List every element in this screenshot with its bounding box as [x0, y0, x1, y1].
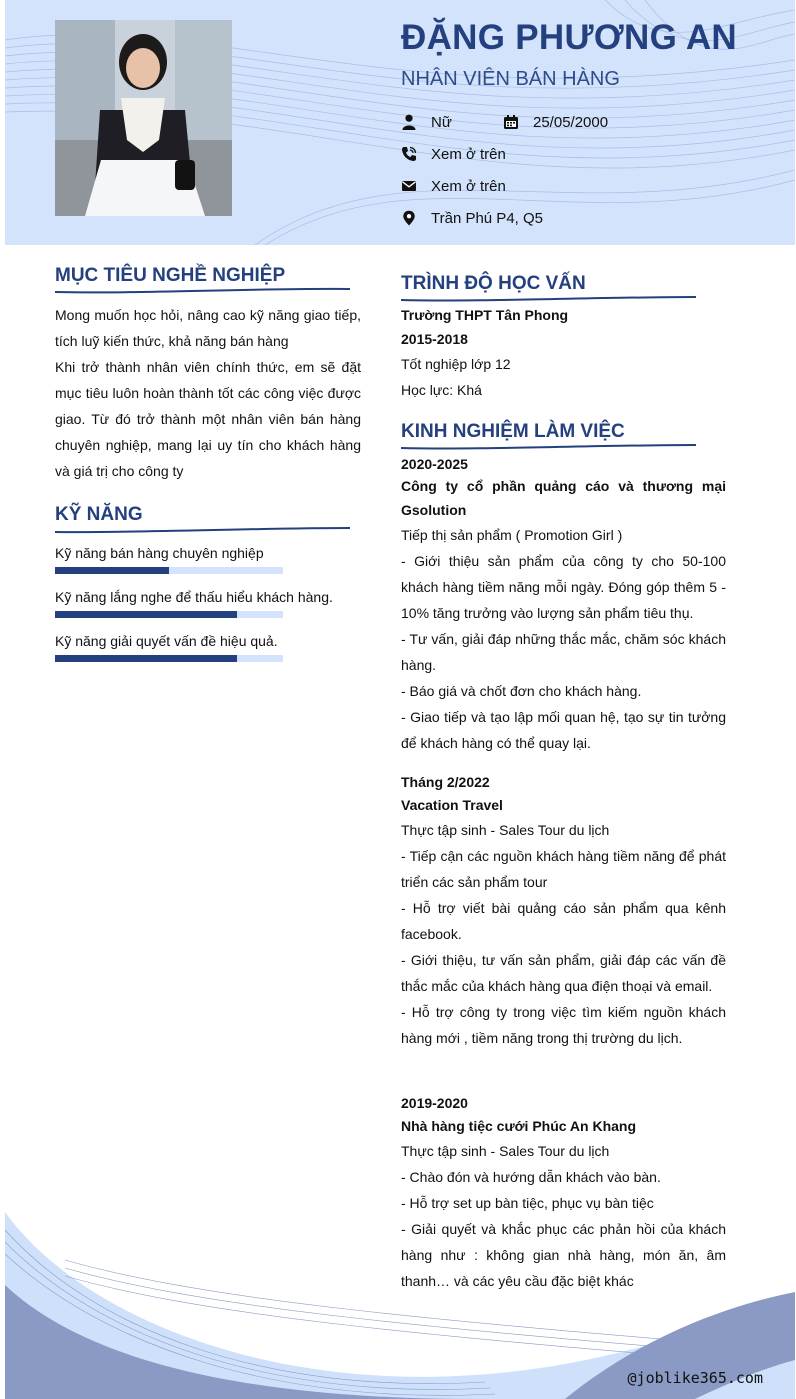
education-period: 2015-2018 — [401, 331, 468, 347]
job-role: Thực tập sinh - Sales Tour du lịch — [401, 1143, 610, 1159]
person-icon — [401, 114, 417, 130]
gender-row — [401, 110, 452, 134]
education-school: Trường THPT Tân Phong — [401, 307, 569, 323]
job-period: Tháng 2/2022 — [401, 774, 490, 790]
experience-underline — [401, 443, 696, 451]
job-bullet: - Hỗ trợ set up bàn tiệc, phục vụ bàn tiệc — [401, 1195, 654, 1211]
job-period: 2019-2020 — [401, 1095, 468, 1111]
job-bullet: - Giải quyết và khắc phục các phản hồi của khách hàng như : không gian nhà hàng, món ăn, âm thanh… và các yêu cầu đặc biệt khác — [401, 1221, 726, 1289]
address-value: Trần Phú P4, Q5 — [431, 209, 544, 227]
objective-paragraph-1: Mong muốn học hỏi, nâng cao kỹ năng giao tiếp, tích luỹ kiến thức, khả năng bán hàng — [55, 307, 361, 349]
job-bullet: - Hỗ trợ viết bài quảng cáo sản phẩm qua kênh facebook. — [401, 900, 726, 942]
birthday-row — [503, 110, 608, 134]
map-pin-icon — [401, 210, 417, 226]
job-role: Thực tập sinh - Sales Tour du lịch — [401, 822, 610, 838]
experience-heading: KINH NGHIỆM LÀM VIỆC — [401, 421, 625, 442]
skills-heading: KỸ NĂNG — [55, 504, 143, 525]
skill-label: Kỹ năng bán hàng chuyên nghiệp — [55, 545, 264, 561]
education-line-2: Học lực: Khá — [401, 382, 482, 398]
education-line-1: Tốt nghiệp lớp 12 — [401, 356, 511, 372]
phone-value: Xem ở trên — [431, 145, 506, 163]
candidate-name: ĐẶNG PHƯƠNG AN — [401, 18, 737, 57]
birthday-value: 25/05/2000 — [533, 113, 609, 131]
skill-bar-fill — [55, 655, 237, 662]
objective-underline — [55, 287, 350, 295]
cv-page — [5, 0, 795, 1399]
job-bullet: - Chào đón và hướng dẫn khách vào bàn. — [401, 1169, 661, 1185]
envelope-icon — [401, 178, 417, 194]
job-bullet: - Giới thiệu, tư vấn sản phẩm, giải đáp các vấn đề thắc mắc của khách hàng qua điện thoại và email. — [401, 952, 726, 994]
candidate-job-title: NHÂN VIÊN BÁN HÀNG — [401, 68, 620, 90]
phone-row — [401, 142, 506, 166]
job-company: Vacation Travel — [401, 797, 503, 813]
education-heading: TRÌNH ĐỘ HỌC VẤN — [401, 273, 586, 294]
job-role: Tiếp thị sản phẩm ( Promotion Girl ) — [401, 527, 623, 543]
job-bullet: - Giới thiệu sản phẩm của công ty cho 50-100 khách hàng tiềm năng mỗi ngày. Đóng góp thêm 5 - 10% tăng trưởng vào lượng sản phẩm tiêu thụ. — [401, 553, 726, 621]
objective-heading: MỤC TIÊU NGHỀ NGHIỆP — [55, 265, 286, 286]
skill-bar-fill — [55, 611, 237, 618]
job-bullet: - Hỗ trợ công ty trong việc tìm kiếm nguồn khách hàng mới , tiềm năng trong thị trường du lịch. — [401, 1004, 726, 1046]
email-row — [401, 174, 506, 198]
watermark: @joblike365.com — [627, 1369, 763, 1387]
header-band — [5, 0, 795, 245]
job-bullet: - Giao tiếp và tạo lập mối quan hệ, tạo sự tin tưởng để khách hàng có thể quay lại. — [401, 709, 726, 751]
skill-bar-track — [55, 655, 283, 662]
objective-paragraph-2: Khi trở thành nhân viên chính thức, em sẽ đặt mục tiêu luôn hoàn thành tốt các công việc được giao. Từ đó trở thành một nhân viên bán hàng chuyên nghiệp, mang lại uy tín cho khách hàng và giá trị cho công ty — [55, 359, 361, 479]
job-bullet: - Tư vấn, giải đáp những thắc mắc, chăm sóc khách hàng. — [401, 631, 726, 673]
job-bullet: - Tiếp cận các nguồn khách hàng tiềm năng để phát triển các sản phẩm tour — [401, 848, 726, 890]
skill-label: Kỹ năng lắng nghe để thấu hiểu khách hàng. — [55, 589, 333, 605]
job-company: Công ty cổ phần quảng cáo và thương mại Gsolution — [401, 478, 726, 518]
email-value: Xem ở trên — [431, 177, 506, 195]
profile-photo — [55, 20, 232, 216]
education-underline — [401, 295, 696, 303]
skill-bar-track — [55, 611, 283, 618]
skill-bar-fill — [55, 567, 169, 574]
phone-icon — [401, 146, 417, 162]
address-row — [401, 206, 543, 230]
gender-value: Nữ — [431, 113, 452, 131]
job-bullet: - Báo giá và chốt đơn cho khách hàng. — [401, 683, 642, 699]
calendar-icon — [503, 114, 519, 130]
job-company: Nhà hàng tiệc cưới Phúc An Khang — [401, 1118, 637, 1134]
skills-underline — [55, 526, 350, 534]
job-period: 2020-2025 — [401, 456, 468, 472]
skill-bar-track — [55, 567, 283, 574]
skill-label: Kỹ năng giải quyết vấn đề hiệu quả. — [55, 633, 278, 649]
